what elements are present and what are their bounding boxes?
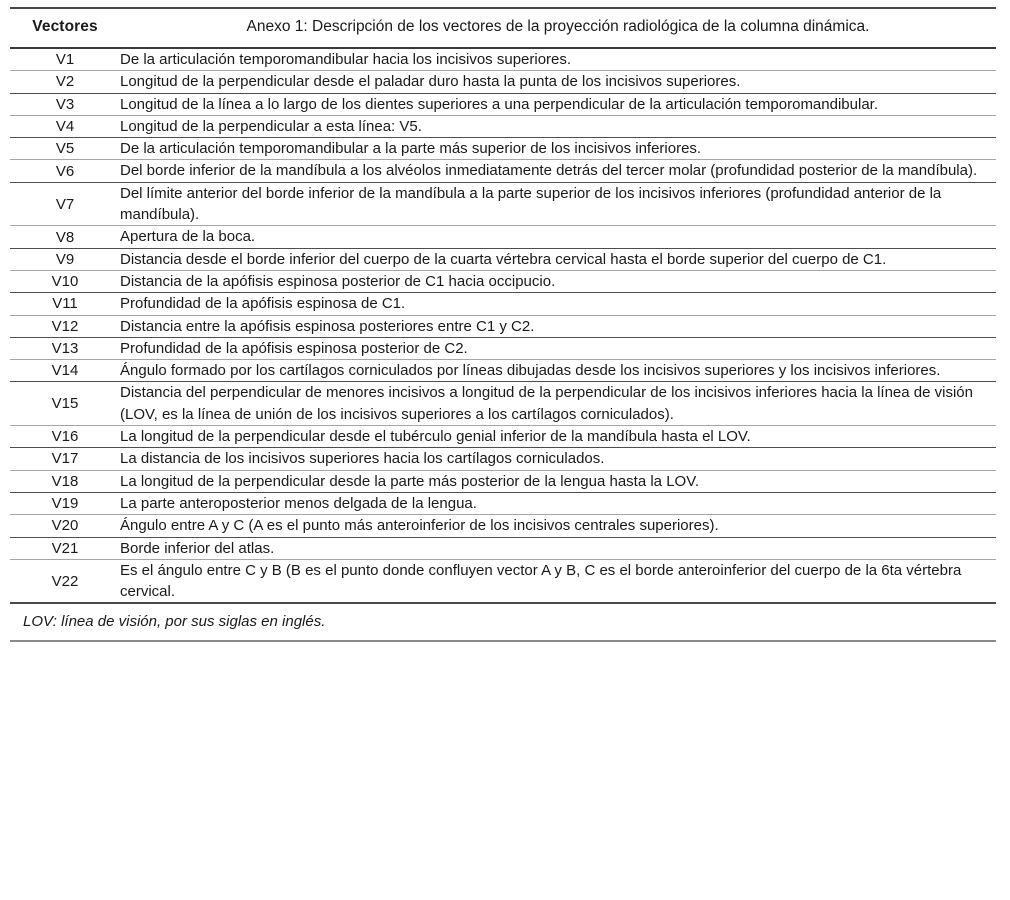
vector-code-cell: V1: [55, 51, 75, 69]
table-row: [10, 382, 996, 426]
table-row: [10, 515, 996, 537]
table-row: [10, 138, 996, 160]
vector-description-cell: Distancia del perpendicular de menores incisivos a longitud de la perpendicular de los incisivos inferiores hacia la línea de visión (LOV, es la línea de unión de los incisivos superiores a los cartílagos corniculados).: [120, 382, 996, 426]
vector-code-cell: V20: [10, 515, 120, 537]
table-row: [10, 182, 996, 226]
vector-description-cell: Del límite anterior del borde inferior de la mandíbula a la parte superior de los incisivos inferiores (profundidad anterior de la mandíbula).: [120, 182, 996, 226]
vector-code-cell: V11: [10, 293, 120, 315]
table-header: [10, 8, 996, 48]
vector-description-cell: Ángulo formado por los cartílagos corniculados por líneas dibujadas desde los incisivos superiores y los incisivos inferiores.: [120, 360, 996, 382]
vector-code-cell: V10: [10, 270, 120, 292]
vector-description-cell: De la articulación temporomandibular a la parte más superior de los incisivos inferiores.: [120, 138, 996, 160]
vector-code-cell: V22: [10, 559, 120, 603]
header-row: [10, 8, 996, 48]
vector-description-cell: La longitud de la perpendicular desde la parte más posterior de la lengua hasta la LOV.: [120, 470, 996, 492]
vector-description-cell: Profundidad de la apófisis espinosa posterior de C2.: [120, 337, 996, 359]
vector-description-cell: La distancia de los incisivos superiores hacia los cartílagos corniculados.: [120, 448, 996, 470]
table-row: [10, 470, 996, 492]
table-row: [10, 293, 996, 315]
vector-description-cell: Es el ángulo entre C y B (B es el punto donde confluyen vector A y B, C es el borde anteroinferior del cuerpo de la 6ta vértebra cervical.: [120, 559, 996, 603]
vector-description-cell: Del borde inferior de la mandíbula a los alvéolos inmediatamente detrás del tercer molar (profundidad posterior de la mandíbula).: [120, 160, 996, 182]
vector-description-cell: Distancia entre la apófisis espinosa posteriores entre C1 y C2.: [120, 315, 996, 337]
table-row: [10, 426, 996, 448]
vector-code-cell: V2: [10, 71, 120, 93]
footnote-row: [10, 603, 996, 641]
table-row: [10, 71, 996, 93]
vector-code-cell: V12: [10, 315, 120, 337]
vector-description-cell: Profundidad de la apófisis espinosa de C1.: [120, 293, 996, 315]
table-row: [10, 360, 996, 382]
vector-code-cell: V6: [10, 160, 120, 182]
vector-code-cell: V7: [10, 182, 120, 226]
vector-code-cell: V15: [10, 382, 120, 426]
table-row: [10, 248, 996, 270]
table-row: [10, 270, 996, 292]
table-row: [10, 315, 996, 337]
table-row: [10, 115, 996, 137]
vector-description-cell: Distancia desde el borde inferior del cuerpo de la cuarta vértebra cervical hasta el borde superior del cuerpo de C1.: [120, 248, 996, 270]
vector-description-cell: Longitud de la perpendicular a esta línea: V5.: [120, 115, 996, 137]
vector-code-cell: V9: [10, 248, 120, 270]
table-caption-title: Anexo 1: Descripción de los vectores de la proyección radiológica de la columna dinámica.: [120, 8, 996, 48]
vector-description-cell: La parte anteroposterior menos delgada de la lengua.: [120, 492, 996, 514]
vector-code-cell: V13: [10, 337, 120, 359]
table-row: [10, 48, 996, 71]
vector-description-cell: Longitud de la línea a lo largo de los dientes superiores a una perpendicular de la articulación temporomandibular.: [120, 93, 996, 115]
vectors-table: [10, 7, 996, 642]
column-header-vectores: Vectores: [10, 8, 120, 48]
vector-description-cell: Ángulo entre A y C (A es el punto más anteroinferior de los incisivos centrales superiores).: [120, 515, 996, 537]
vector-code-cell: V5: [10, 138, 120, 160]
annex-table-container: [10, 7, 996, 642]
table-row: [10, 537, 996, 559]
table-row: [10, 448, 996, 470]
table-row: [10, 492, 996, 514]
vector-description-cell: La longitud de la perpendicular desde el tubérculo genial inferior de la mandíbula hasta el LOV.: [120, 426, 996, 448]
vector-description-cell: Distancia de la apófisis espinosa posterior de C1 hacia occipucio.: [120, 270, 996, 292]
vector-code-cell: V17: [10, 448, 120, 470]
table-row: [10, 93, 996, 115]
table-row: [10, 160, 996, 182]
footnote-text: LOV: línea de visión, por sus siglas en inglés.: [10, 603, 996, 641]
vector-code-cell: V14: [10, 360, 120, 382]
table-row: [10, 559, 996, 603]
table-row: [10, 226, 996, 248]
table-footer: [10, 603, 996, 641]
vector-code-cell: V19: [10, 492, 120, 514]
vector-code-cell: V3: [10, 93, 120, 115]
table-body: [10, 48, 996, 603]
vector-description-cell: De la articulación temporomandibular hacia los incisivos superiores.: [120, 51, 572, 68]
vector-code-cell: V16: [10, 426, 120, 448]
vector-description-cell: Apertura de la boca.: [120, 226, 996, 248]
vector-description-cell: Borde inferior del atlas.: [120, 537, 996, 559]
vector-code-cell: V4: [10, 115, 120, 137]
table-row: [10, 337, 996, 359]
vector-code-cell: V8: [10, 226, 120, 248]
vector-code-cell: V18: [10, 470, 120, 492]
vector-description-cell: Longitud de la perpendicular desde el paladar duro hasta la punta de los incisivos superiores.: [120, 71, 996, 93]
vector-code-cell: V21: [10, 537, 120, 559]
